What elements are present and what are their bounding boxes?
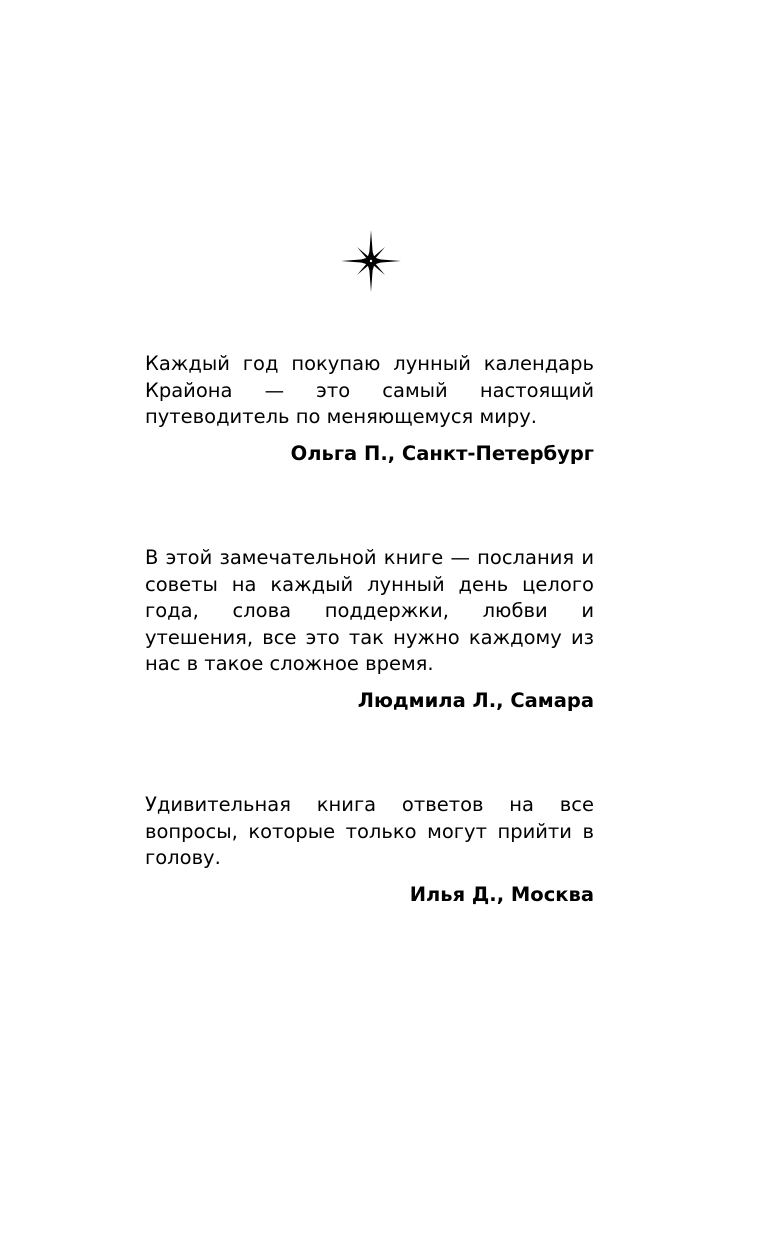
review-author: Людмила Л., Самара: [357, 688, 594, 712]
review-1: [145, 351, 594, 467]
review-author: Ольга П., Санкт-Петербург: [290, 441, 594, 465]
review-text: В этой замечательной книге — послания и советы на каждый лунный день целого года, слова поддержки, любви и утешения, все это так нужно каждому из нас в такое сложное время.: [145, 546, 594, 675]
review-author: Илья Д., Москва: [409, 882, 594, 906]
compass-star-icon: [341, 230, 401, 292]
review-text: Удивительная книга ответов на все вопросы, которые только могут прийти в голову.: [145, 793, 594, 869]
review-3: [145, 792, 594, 908]
review-text: Каждый год покупаю лунный календарь Крайона — это самый настоящий путеводитель по меняющемуся миру.: [145, 352, 594, 428]
review-2: [145, 545, 594, 714]
